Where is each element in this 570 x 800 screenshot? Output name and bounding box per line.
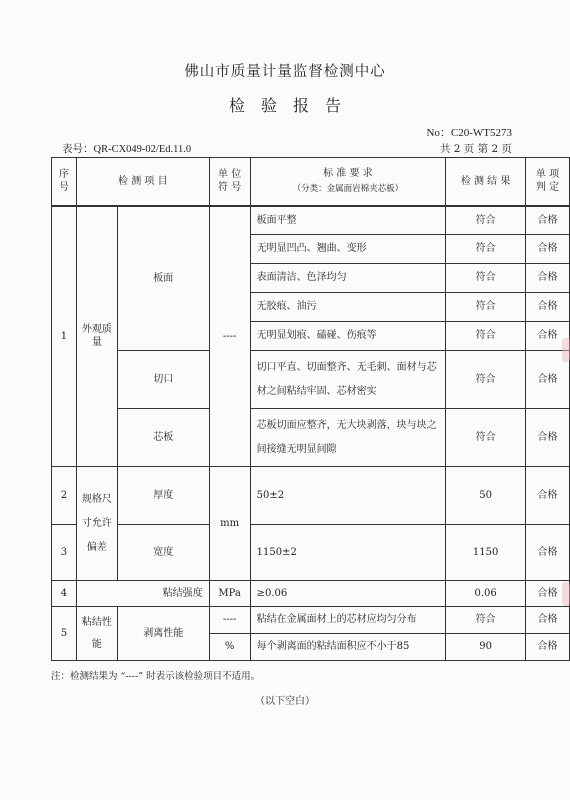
verdict-cell: 合格 [526,634,570,661]
unit-cell: MPa [209,581,250,607]
seal-mark [562,582,570,606]
result-cell: 1150 [446,525,526,581]
verdict-cell: 合格 [526,581,570,607]
standard-cell: 粘结在金属面材上的芯材应均匀分布 [250,607,446,634]
header-unit: 单 位 符 号 [209,158,250,206]
verdict-cell: 合格 [526,264,570,293]
table-row [52,467,570,525]
standard-cell: 无胶痕、油污 [250,293,446,322]
table-row [52,525,570,581]
result-cell: 符合 [446,409,526,467]
result-cell: 符合 [446,235,526,264]
unit-cell: ---- [209,206,250,467]
result-cell: 符合 [446,607,526,634]
header-result: 检 测 结 果 [446,158,526,206]
header-verdict: 单 项 判 定 [526,158,570,206]
verdict-cell: 合格 [526,607,570,634]
header-standard [250,158,446,206]
standard-cell: 切口平直、切面整齐、无毛刺、面材与芯材之间粘结牢固、芯材密实 [250,351,446,409]
group-cell: 粘结性能 [76,607,117,661]
verdict-cell: 合格 [526,206,570,235]
seq-cell: 5 [52,607,77,661]
table-header-row [52,158,570,206]
item-cell: 剥离性能 [117,607,209,661]
header-item: 检 测 项 目 [76,158,209,206]
header-standard-label: 标 准 要 求 [323,168,373,180]
verdict-cell: 合格 [526,351,570,409]
header-seq: 序 号 [52,158,77,206]
verdict-cell: 合格 [526,409,570,467]
seq-cell: 3 [52,525,77,581]
standard-cell: 板面平整 [250,206,446,235]
verdict-cell: 合格 [526,322,570,351]
result-cell: 符合 [446,322,526,351]
result-cell: 0.06 [446,581,526,607]
standard-cell: 表面清洁、色泽均匀 [250,264,446,293]
item-cell: 粘结强度 [76,581,209,607]
table-row [52,351,570,409]
standard-cell: 无明显凹凸、翘曲、变形 [250,235,446,264]
table-row [52,206,570,235]
standard-cell: 1150±2 [250,525,446,581]
group-cell: 外观质量 [76,206,117,467]
org-name: 佛山市质量计量监督检测中心 [184,64,386,80]
result-cell: 50 [446,467,526,525]
seq-cell: 1 [52,206,77,467]
report-title: 检验报告 [228,96,357,115]
standard-cell: 每个剥离面的粘结面积应不小于85 [250,634,446,661]
form-number: 表号：QR-CX049-02/Ed.11.0 [62,144,192,155]
result-cell: 符合 [446,206,526,235]
result-cell: 符合 [446,264,526,293]
item-cell: 厚度 [117,467,209,525]
verdict-cell: 合格 [526,293,570,322]
verdict-cell: 合格 [526,525,570,581]
seq-cell: 2 [52,467,77,525]
subitem-cell: 板面 [117,206,209,351]
unit-cell: mm [209,467,250,581]
item-cell: 宽度 [117,525,209,581]
subitem-cell: 切口 [117,351,209,409]
subitem-cell: 芯板 [117,409,209,467]
result-cell: 符合 [446,351,526,409]
standard-cell: ≥0.06 [250,581,446,607]
table-row [52,581,570,607]
seq-cell: 4 [52,581,77,607]
unit-cell: ---- [209,607,250,634]
verdict-cell: 合格 [526,235,570,264]
unit-cell: % [209,634,250,661]
report-number: No：C20-WT5273 [426,127,512,139]
end-marker: （以下空白） [255,696,315,707]
table-row [52,409,570,467]
header-standard-category: （分类：金属面岩棉夹芯板） [292,183,404,194]
footnote: 注：检测结果为 “----” 时表示该检验项目不适用。 [51,671,261,682]
seal-mark [562,338,570,362]
verdict-cell: 合格 [526,467,570,525]
result-cell: 符合 [446,293,526,322]
standard-cell: 无明显划痕、磕碰、伤痕等 [250,322,446,351]
result-cell: 90 [446,634,526,661]
standard-cell: 芯板切面应整齐，无大块剥落，块与块之间接缝无明显间隙 [250,409,446,467]
standard-cell: 50±2 [250,467,446,525]
test-report-table [51,157,570,661]
table-row [52,607,570,634]
page-count: 共 2 页 第 2 页 [439,143,512,155]
group-cell: 规格尺寸允许偏差 [76,467,117,581]
